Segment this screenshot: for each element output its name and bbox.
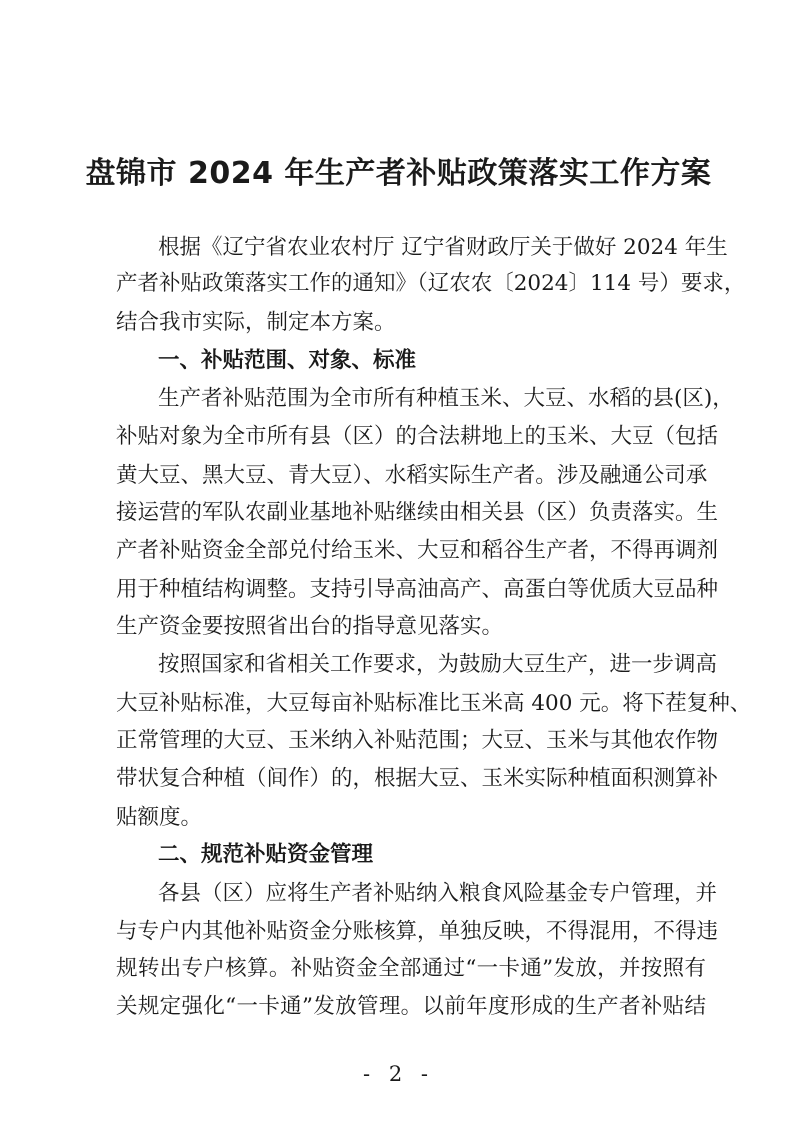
intro-line: 产者补贴政策落实工作的通知》（辽农农〔2024〕114 号）要求， [116,271,746,296]
paragraph-line: 与专户内其他补贴资金分账核算，单独反映，不得混用，不得违 [116,919,719,944]
section-heading-1: 一、补贴范围、对象、标准 [158,348,417,373]
paragraph-line: 生产者补贴范围为全市所有种植玉米、大豆、水稻的县(区)， [158,386,734,411]
paragraph-line: 黄大豆、黑大豆、青大豆）、水稻实际生产者。涉及融通公司承 [116,463,708,488]
section-heading-2: 二、规范补贴资金管理 [158,842,374,867]
page-number: - 2 - [363,1062,434,1086]
paragraph-line: 接运营的军队农副业基地补贴继续由相关县（区）负责落实。生 [116,500,719,525]
paragraph-line: 各县（区）应将生产者补贴纳入粮食风险基金专户管理，并 [158,881,718,906]
paragraph-line: 关规定强化“一卡通”发放管理。以前年度形成的生产者补贴结 [116,994,706,1019]
paragraph-line: 产者补贴资金全部兑付给玉米、大豆和稻谷生产者，不得再调剂 [116,538,719,563]
paragraph-line: 生产资金要按照省出台的指导意见落实。 [116,614,504,639]
paragraph-line: 带状复合种植（间作）的，根据大豆、玉米实际种植面积测算补 [116,766,719,791]
paragraph-line: 规转出专户核算。补贴资金全部通过“一卡通”发放，并按照有 [116,956,706,981]
paragraph-line: 正常管理的大豆、玉米纳入补贴范围；大豆、玉米与其他农作物 [116,728,719,753]
paragraph-line: 贴额度。 [116,805,203,830]
paragraph-line: 用于种植结构调整。支持引导高油高产、高蛋白等优质大豆品种 [116,577,719,602]
paragraph-line: 补贴对象为全市所有县（区）的合法耕地上的玉米、大豆（包括 [116,424,719,449]
intro-line: 结合我市实际，制定本方案。 [116,310,396,335]
intro-line: 根据《辽宁省农业农村厅 辽宁省财政厅关于做好 2024 年生 [158,235,728,260]
paragraph-line: 大豆补贴标准，大豆每亩补贴标准比玉米高 400 元。将下茬复种、 [116,691,752,716]
paragraph-line: 按照国家和省相关工作要求，为鼓励大豆生产，进一步调高 [158,652,718,677]
document-title: 盘锦市 2024 年生产者补贴政策落实工作方案 [85,156,712,191]
